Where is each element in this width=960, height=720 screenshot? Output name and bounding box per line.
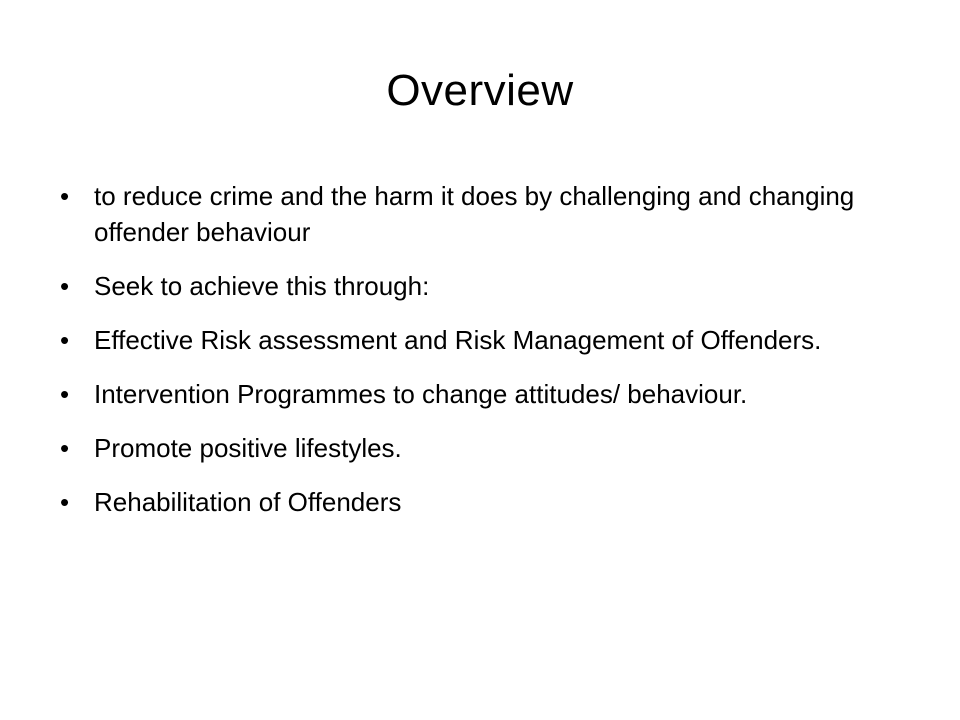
- bullet-dot: •: [60, 487, 70, 517]
- bullet-item: [58, 268, 878, 304]
- bullet-text: to reduce crime and the harm it does by challenging and changing offender behaviour: [94, 181, 855, 247]
- bullet-text: Rehabilitation of Offenders: [94, 487, 402, 517]
- slide-title: Overview: [386, 66, 574, 115]
- bullet-dot: •: [60, 379, 70, 409]
- bullet-dot: •: [60, 325, 70, 355]
- bullet-text: Seek to achieve this through:: [94, 271, 430, 301]
- bullet-item: [58, 376, 878, 412]
- bullet-item: [58, 322, 878, 358]
- bullet-text: Intervention Programmes to change attitudes/ behaviour.: [94, 379, 748, 409]
- bullet-item: [58, 178, 878, 250]
- bullet-dot: •: [60, 433, 70, 463]
- bullet-list: [58, 178, 878, 538]
- bullet-text: Promote positive lifestyles.: [94, 433, 402, 463]
- bullet-text: Effective Risk assessment and Risk Management of Offenders.: [94, 325, 822, 355]
- bullet-dot: •: [60, 271, 70, 301]
- bullet-dot: •: [60, 181, 70, 211]
- bullet-item: [58, 430, 878, 466]
- bullet-item: [58, 484, 878, 520]
